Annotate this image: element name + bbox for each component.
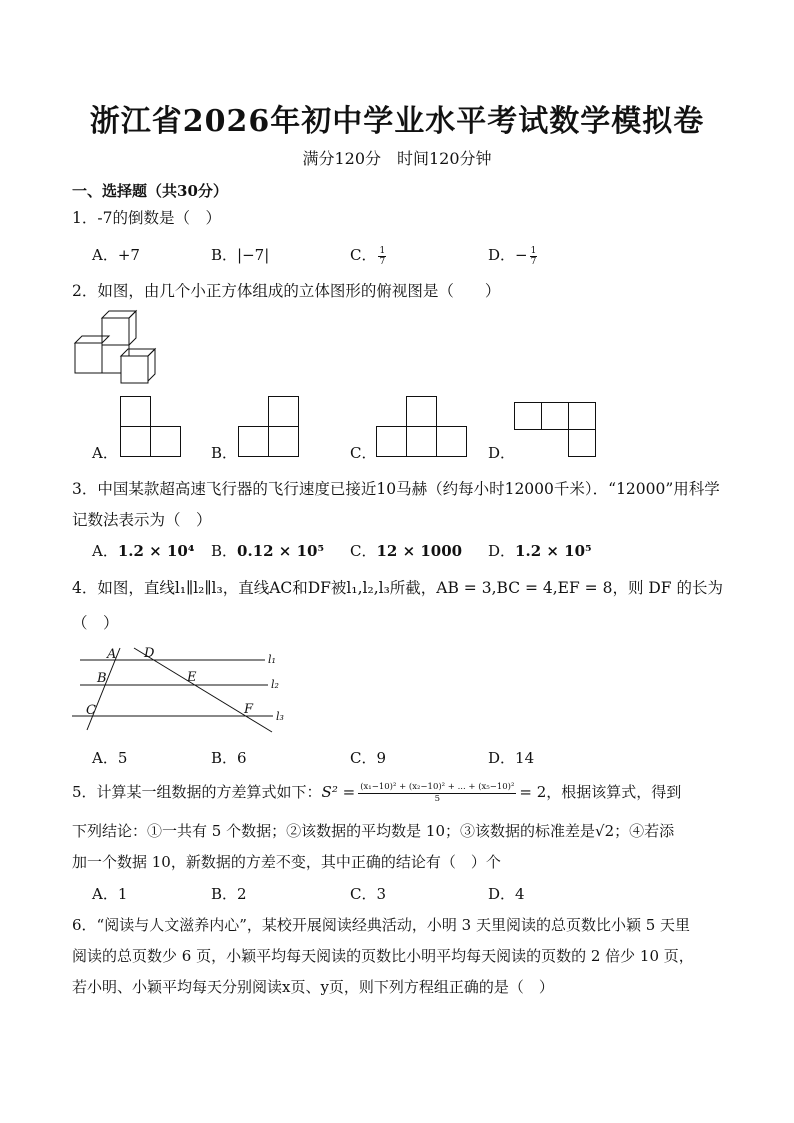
q1-option-d [488, 244, 539, 267]
q3-option-d [488, 540, 592, 561]
q3-option-c-label: C． [350, 542, 377, 560]
label-point-f: F [244, 702, 254, 717]
question-6-line-2: 阅读的总页数少 6 页，小颖平均每天阅读的页数比小明平均每天阅读的页数的 2 倍少 10 页， [72, 947, 694, 965]
label-line-l2: l₂ [271, 678, 279, 691]
fraction-numerator: 1 [379, 245, 386, 256]
conclusion-3: 该数据的标准差是√2； [475, 822, 630, 840]
q1-option-d-label: D．− [488, 246, 528, 264]
circled-number-1: ① [147, 822, 163, 840]
question-2-stem: 2．如图，由几个小正方体组成的立体图形的俯视图是（ ） [72, 282, 501, 300]
q1-option-a: A．+7 [92, 246, 140, 264]
q2-option-d: D． [488, 444, 516, 462]
fraction-denominator: 7 [379, 256, 386, 267]
q5-option-b: B．2 [211, 885, 247, 903]
q3-option-d-label: D． [488, 542, 516, 560]
page-title: 浙江省2026年初中学业水平考试数学模拟卷 [89, 104, 705, 139]
q3-option-d-value: 1.2 × 10⁵ [515, 542, 592, 560]
question-5-line-2 [72, 820, 674, 841]
q3-option-c [350, 540, 462, 561]
question-6-line-3: 若小明、小颖平均每天分别阅读x页、y页，则下列方程组正确的是（ ） [72, 978, 554, 996]
variance-denominator: 5 [434, 793, 441, 804]
fraction-denominator: 7 [530, 256, 537, 267]
label-point-b: B [97, 671, 107, 686]
label-point-d: D [144, 646, 155, 661]
q2-option-c-figure [376, 396, 468, 458]
q2-option-b-figure [238, 396, 300, 458]
conclusion-4-start: 若添 [644, 822, 675, 840]
q4-option-a: A．5 [92, 749, 128, 767]
question-4-line-1: 4．如图，直线l₁∥l₂∥l₃，直线AC和DF被l₁,l₂,l₃所截，AB = 3,BC = 4,EF = 8，则 DF 的长为 [72, 579, 723, 597]
q2-option-a: A． [92, 444, 118, 462]
q4-option-d: D．14 [488, 749, 535, 767]
question-5-line-3: 加一个数据 10，新数据的方差不变，其中正确的结论有（ ）个 [72, 853, 501, 871]
q5-option-a: A．1 [92, 885, 128, 903]
parallel-lines-figure [72, 640, 292, 735]
q3-option-b-value: 0.12 × 10⁵ [237, 542, 325, 560]
q5-rhs: = 2，根据该算式，得到 [519, 783, 682, 801]
fraction-numerator: 1 [530, 245, 537, 256]
cube-figure [72, 308, 172, 388]
section-heading: 一、选择题（共30分） [72, 182, 228, 200]
variance-symbol: S² = [321, 783, 356, 801]
q5-option-c: C．3 [350, 885, 387, 903]
q2-option-c: C． [350, 444, 377, 462]
variance-numerator: (x₁−10)² + (x₂−10)² + ... + (x₅−10)² [360, 781, 515, 792]
conclusion-1: 一共有 5 个数据； [162, 822, 287, 840]
q4-option-b: B．6 [211, 749, 247, 767]
fraction [378, 246, 386, 267]
q1-option-c-label: C． [350, 246, 377, 264]
q3-option-a-value: 1.2 × 10⁴ [117, 542, 195, 560]
circled-number-3: ③ [460, 822, 476, 840]
question-3-line-2: 记数法表示为（ ） [72, 511, 212, 529]
question-4-line-2: （ ） [72, 614, 119, 632]
q3-option-c-value: 12 × 1000 [376, 542, 463, 560]
conclusion-2: 该数据的平均数是 10； [301, 822, 460, 840]
question-1-stem: 1．-7的倒数是（ ） [72, 209, 221, 227]
q2-option-d-figure [514, 402, 600, 458]
q1-option-c [350, 244, 388, 267]
q2-option-b: B． [211, 444, 238, 462]
question-6-line-1: 6．“阅读与人文滋养内心”，某校开展阅读经典活动，小明 3 天里阅读的总页数比小颖 5 天里 [72, 916, 691, 934]
circled-number-4: ④ [629, 822, 645, 840]
circled-number-2: ② [286, 822, 302, 840]
q3-option-a-label: A． [92, 542, 118, 560]
question-5-line-1 [72, 781, 681, 805]
q3-option-b-label: B． [211, 542, 238, 560]
q5-conclusions-lead: 下列结论： [72, 822, 148, 840]
label-point-a: A [107, 647, 117, 662]
q3-option-b [211, 540, 324, 561]
q4-option-c: C．9 [350, 749, 387, 767]
question-3-line-1: 3．中国某款超高速飞行器的飞行速度已接近10马赫（约每小时12000千米）．“12000”用科学 [72, 480, 720, 498]
q5-option-d: D．4 [488, 885, 525, 903]
variance-fraction [358, 782, 516, 805]
q1-option-b: B．|−7| [211, 246, 270, 264]
page-subtitle: 满分120分 时间120分钟 [302, 149, 492, 168]
label-line-l3: l₃ [276, 710, 284, 723]
label-line-l1: l₁ [268, 653, 276, 666]
label-point-c: C [86, 703, 96, 718]
label-point-e: E [187, 670, 197, 685]
fraction [530, 246, 538, 267]
q2-option-a-figure [120, 396, 182, 458]
q3-option-a [92, 540, 194, 561]
q5-prefix: 5．计算某一组数据的方差算式如下： [72, 783, 322, 801]
